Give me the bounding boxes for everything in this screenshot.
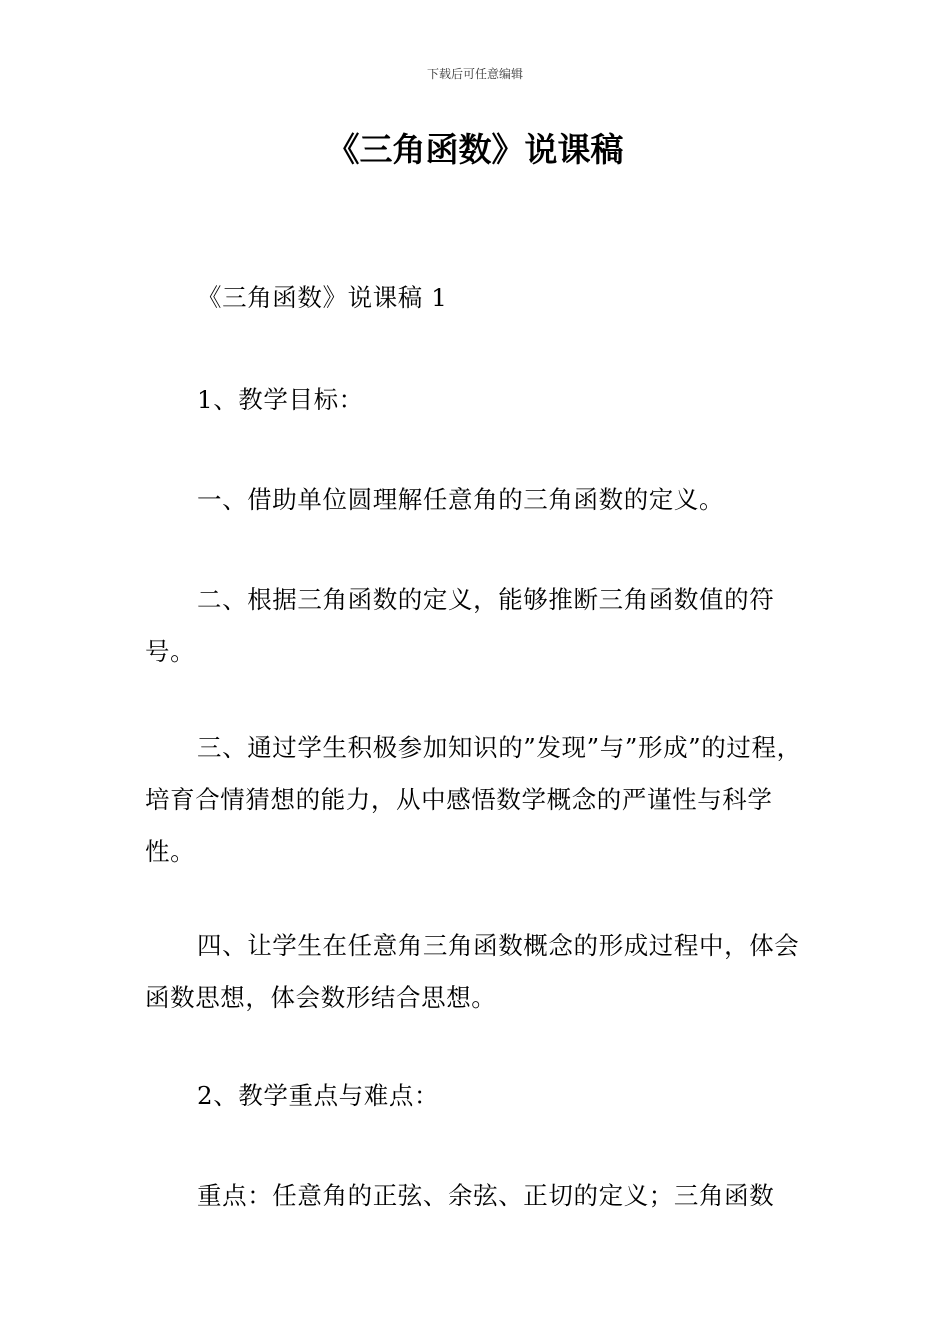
section-heading: 《三角函数》说课稿 1 (197, 283, 448, 312)
subsection-heading: 1、教学目标： (197, 385, 364, 414)
document-title: 《三角函数》说课稿 (326, 130, 624, 169)
paragraph: 重点：任意角的正弦、余弦、正切的定义；三角函数 (197, 1181, 775, 1210)
paragraph: 三、通过学生积极参加知识的”发现”与”形成”的过程，培育合情猜想的能力，从中感悟数学概念的严谨性与科学性。 (145, 733, 802, 866)
subsection-heading: 2、教学重点与难点： (197, 1081, 440, 1110)
paragraph: 四、让学生在任意角三角函数概念的形成过程中，体会函数思想，体会数形结合思想。 (145, 931, 800, 1012)
header-note: 下载后可任意编辑 (426, 67, 523, 81)
paragraph: 一、借助单位圆理解任意角的三角函数的定义。 (197, 485, 725, 514)
paragraph: 二、根据三角函数的定义，能够推断三角函数值的符号。 (145, 585, 775, 666)
